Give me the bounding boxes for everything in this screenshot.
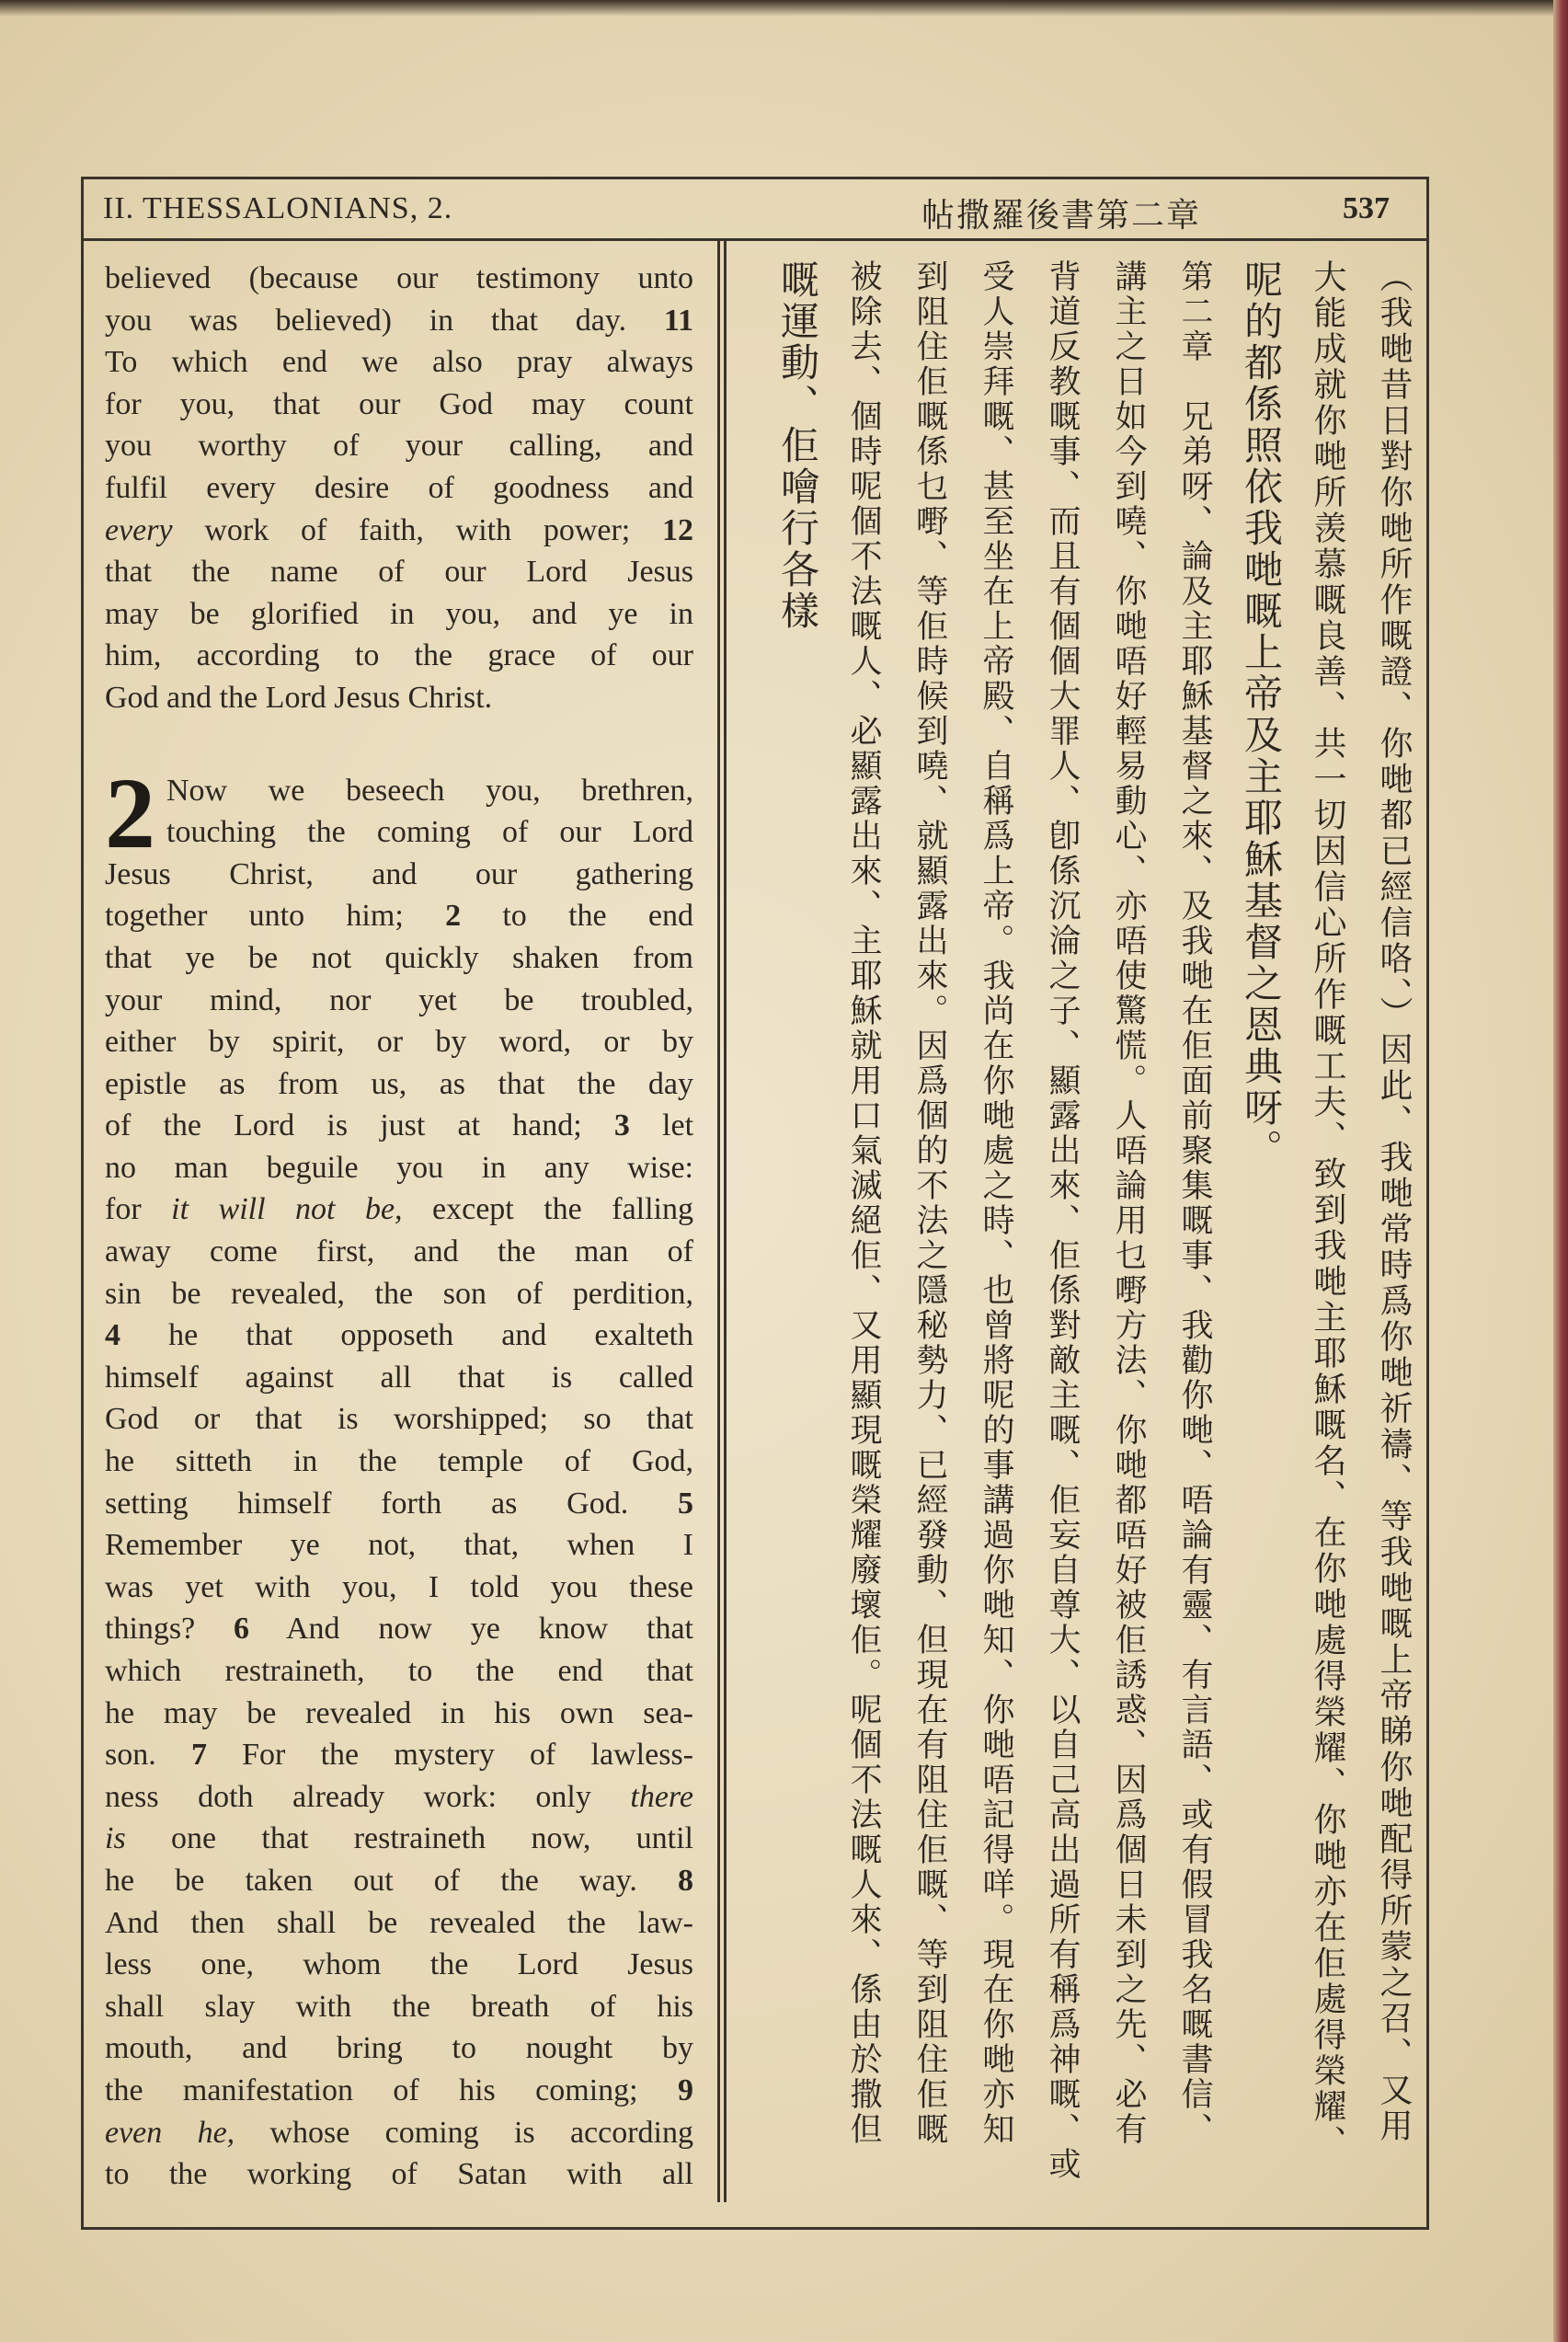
english-line: together unto him; 2 to the end — [105, 899, 694, 934]
english-line: for it will not be, except the falling — [105, 1192, 694, 1227]
verse-number: 8 — [678, 1863, 693, 1898]
running-title-chinese: 帖撒羅後書第二章 — [921, 197, 1202, 235]
chinese-vertical-line: 受人崇拜嘅、甚至坐在上帝殿、自稱爲上帝。我尚在你哋處之時、也曾將呢的事講過你哋知、你哋唔記得咩。現在你哋亦知 — [978, 259, 1014, 2147]
verse-number: 5 — [678, 1486, 693, 1521]
chinese-vertical-line: 講主之日如今到嘵、你哋唔好輕易動心、亦唔使驚慌。人唔論用乜嘢方法、你哋都唔好被佢誘惑、因爲個日未到之先、必有 — [1110, 259, 1147, 2147]
english-line: to the working of Satan with all — [105, 2157, 693, 2192]
english-line: setting himself forth as God. 5 — [105, 1486, 693, 1521]
english-line: fulfil every desire of goodness and — [105, 470, 693, 505]
english-line: he sitteth in the temple of God, — [105, 1444, 693, 1479]
english-line: you was believed) in that day. 11 — [105, 303, 693, 338]
english-line: even he, whose coming is according — [105, 2115, 694, 2150]
english-line: And then shall be revealed the law- — [105, 1905, 693, 1940]
chinese-vertical-line: 大能成就你哋所羡慕嘅良善、共一切因信心所作嘅工夫、致到我哋主耶穌嘅名、在你哋處得榮耀、你哋亦在佢處得榮耀、 — [1309, 259, 1346, 2161]
page-edge-binding — [1553, 0, 1568, 2342]
english-line: he be taken out of the way. 8 — [105, 1863, 693, 1898]
english-line: shall slay with the breath of his — [105, 1989, 693, 2024]
verse-number: 12 — [662, 512, 694, 547]
chapter-number: 2 — [105, 756, 155, 869]
english-line: Jesus Christ, and our gathering — [105, 856, 693, 891]
english-line: you worthy of your calling, and — [105, 429, 693, 464]
english-line: less one, whom the Lord Jesus — [105, 1947, 693, 1982]
english-line: away come first, and the man of — [105, 1234, 693, 1269]
verse-number: 9 — [678, 2072, 694, 2107]
chinese-vertical-line: 到阻住佢嘅係乜嘢、等佢時候到嘵、就顯露出來。因爲個的不法之隱秘勢力、已經發動、但現在有阻住佢嘅、等到阻住佢嘅 — [911, 259, 948, 2147]
verse-number: 7 — [190, 1738, 207, 1773]
english-line: touching the coming of our Lord — [166, 815, 693, 850]
chapter-2-block — [105, 756, 694, 2196]
english-line: mouth, and bring to nought by — [105, 2031, 693, 2066]
english-line: believed (because our testimony unto — [105, 261, 693, 295]
chinese-column — [736, 259, 1416, 2200]
english-line: ness doth already work: only there — [105, 1779, 693, 1814]
english-line: he may be revealed in his own sea- — [105, 1695, 693, 1730]
english-line: is one that restraineth now, until — [105, 1821, 693, 1856]
english-line: God and the Lord Jesus Christ. — [105, 680, 493, 715]
english-line: son. 7 For the mystery of lawless- — [105, 1738, 693, 1773]
english-line: was yet with you, I told you these — [105, 1569, 693, 1604]
verse-number: 11 — [663, 303, 693, 338]
english-line: To which end we also pray always — [105, 345, 693, 380]
english-line: things? 6 And now ye know that — [105, 1612, 694, 1647]
english-line: either by spirit, or by word, or by — [105, 1025, 693, 1060]
chinese-vertical-line: 背道反教嘅事、而且有個個大罪人、卽係沉淪之子、顯露出來、佢係對敵主嘅、佢妄自尊大、以自己高出過所有稱爲神嘅、或 — [1044, 259, 1081, 2182]
verse-number: 2 — [445, 899, 462, 934]
column-divider — [717, 241, 727, 2202]
verse-number: 6 — [234, 1612, 250, 1647]
english-line: that the name of our Lord Jesus — [105, 555, 693, 590]
chinese-vertical-line: 嘅運動、佢噲行各樣 — [775, 259, 820, 632]
english-line: no man beguile you in any wise: — [105, 1150, 693, 1185]
english-line: Remember ye not, that, when I — [105, 1528, 693, 1563]
page-number: 537 — [1343, 191, 1390, 225]
top-edge-shadow — [0, 0, 1568, 17]
english-line: himself against all that is called — [105, 1360, 693, 1395]
english-line: your mind, nor yet be troubled, — [105, 982, 693, 1017]
running-title-english: II. THESSALONIANS, 2. — [103, 191, 453, 225]
english-line: epistle as from us, as that the day — [105, 1066, 693, 1101]
english-line: the manifestation of his coming; 9 — [105, 2072, 694, 2107]
english-line: of the Lord is just at hand; 3 let — [105, 1108, 694, 1143]
chinese-vertical-line: （我哋昔日對你哋所作嘅證、你哋都已經信咯、）因此、我哋常時爲你哋祈禱、等我哋嘅上帝睇你哋配得所蒙之召、又用 — [1375, 259, 1413, 2144]
verse-number: 4 — [105, 1318, 120, 1353]
english-line: for you, that our God may count — [105, 386, 693, 421]
english-line: which restraineth, to the end that — [105, 1654, 693, 1688]
english-line: may be glorified in you, and ye in — [105, 596, 693, 631]
english-line: Now we beseech you, brethren, — [166, 773, 693, 808]
english-line: sin be revealed, the son of perdition, — [105, 1276, 693, 1311]
english-line: 4 he that opposeth and exalteth — [105, 1318, 694, 1353]
english-line: God or that is worshipped; so that — [105, 1402, 693, 1437]
english-line: that ye be not quickly shaken from — [105, 940, 693, 975]
verse-number: 3 — [613, 1108, 630, 1143]
chinese-vertical-line: 被除去、個時呢個不法嘅人、必顯露出來、主耶穌就用口氣滅絕佢、又用顯現嘅榮耀廢壞佢。呢個不法嘅人來、係由於撒但 — [845, 259, 882, 2147]
english-line: every work of faith, with power; 12 — [105, 512, 694, 547]
english-line: him, according to the grace of our — [105, 638, 693, 673]
english-column — [105, 258, 693, 2196]
chinese-vertical-line: 呢的都係照依我哋嘅上帝及主耶穌基督之恩典呀。 — [1239, 259, 1284, 1170]
chinese-vertical-line: 第二章 兄弟呀、論及主耶穌基督之來、及我哋在佢面前聚集嘅事、我勸你哋、唔論有靈、有言語、或有假冒我名嘅書信、 — [1176, 259, 1213, 2147]
